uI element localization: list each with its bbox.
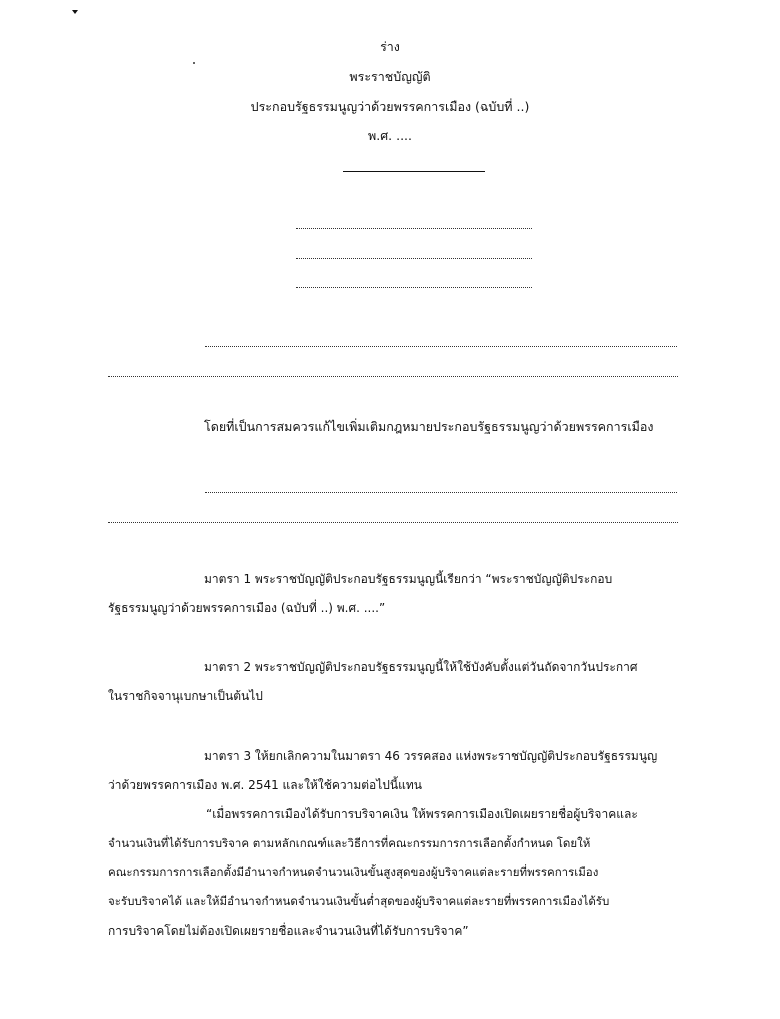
placeholder-line [205, 346, 677, 347]
draft-label: ร่าง [380, 39, 400, 54]
section-3-line-2: ว่าด้วยพรรคการเมือง พ.ศ. 2541 และให้ใช้ความต่อไปนี้แทน [108, 778, 422, 792]
section-3-quote-line-5: การบริจาคโดยไม่ต้องเปิดเผยรายชื่อและจำนวนเงินที่ได้รับการบริจาค” [108, 924, 469, 938]
section-3-line-1: มาตรา 3 ให้ยกเลิกความในมาตรา 46 วรรคสอง แห่งพระราชบัญญัติประกอบรัฐธรรมนูญ [204, 749, 658, 763]
section-2-line-2: ในราชกิจจานุเบกษาเป็นต้นไป [108, 689, 263, 703]
placeholder-line [296, 228, 532, 229]
corner-mark [72, 10, 78, 14]
placeholder-line [108, 376, 678, 377]
act-label: พระราชบัญญัติ [349, 69, 431, 84]
section-3-quote-line-4: จะรับบริจาคได้ และให้มีอำนาจกำหนดจำนวนเงินขั้นต่ำสุดของผู้บริจาคแต่ละรายที่พรรคการเมืองได้รับ [108, 894, 610, 908]
section-2-line-1: มาตรา 2 พระราชบัญญัติประกอบรัฐธรรมนูญนี้ให้ใช้บังคับตั้งแต่วันถัดจากวันประกาศ [204, 660, 638, 674]
section-3-quote-line-3: คณะกรรมการการเลือกตั้งมีอำนาจกำหนดจำนวนเงินขั้นสูงสุดของผู้บริจาคแต่ละรายที่พรรคการเมือง [108, 865, 599, 879]
placeholder-line [296, 287, 532, 288]
preamble-text: โดยที่เป็นการสมควรแก้ไขเพิ่มเติมกฎหมายประกอบรัฐธรรมนูญว่าด้วยพรรคการเมือง [204, 419, 654, 434]
title-underline [343, 171, 485, 172]
section-3-quote-line-1: “เมื่อพรรคการเมืองได้รับการบริจาคเงิน ให้พรรคการเมืองเปิดเผยรายชื่อผู้บริจาคและ [206, 807, 638, 821]
act-year: พ.ศ. .... [368, 128, 412, 143]
scan-speck [193, 62, 195, 64]
section-1-line-1: มาตรา 1 พระราชบัญญัติประกอบรัฐธรรมนูญนี้เรียกว่า “พระราชบัญญัติประกอบ [204, 572, 613, 586]
placeholder-line [296, 258, 532, 259]
act-full-title: ประกอบรัฐธรรมนูญว่าด้วยพรรคการเมือง (ฉบับที่ ..) [250, 99, 530, 114]
section-1-line-2: รัฐธรรมนูญว่าด้วยพรรคการเมือง (ฉบับที่ ..) พ.ศ. ....” [108, 601, 386, 615]
placeholder-line [205, 492, 677, 493]
placeholder-line [108, 522, 678, 523]
section-3-quote-line-2: จำนวนเงินที่ได้รับการบริจาค ตามหลักเกณฑ์และวิธีการที่คณะกรรมการการเลือกตั้งกำหนด โดยให้ [108, 836, 591, 850]
